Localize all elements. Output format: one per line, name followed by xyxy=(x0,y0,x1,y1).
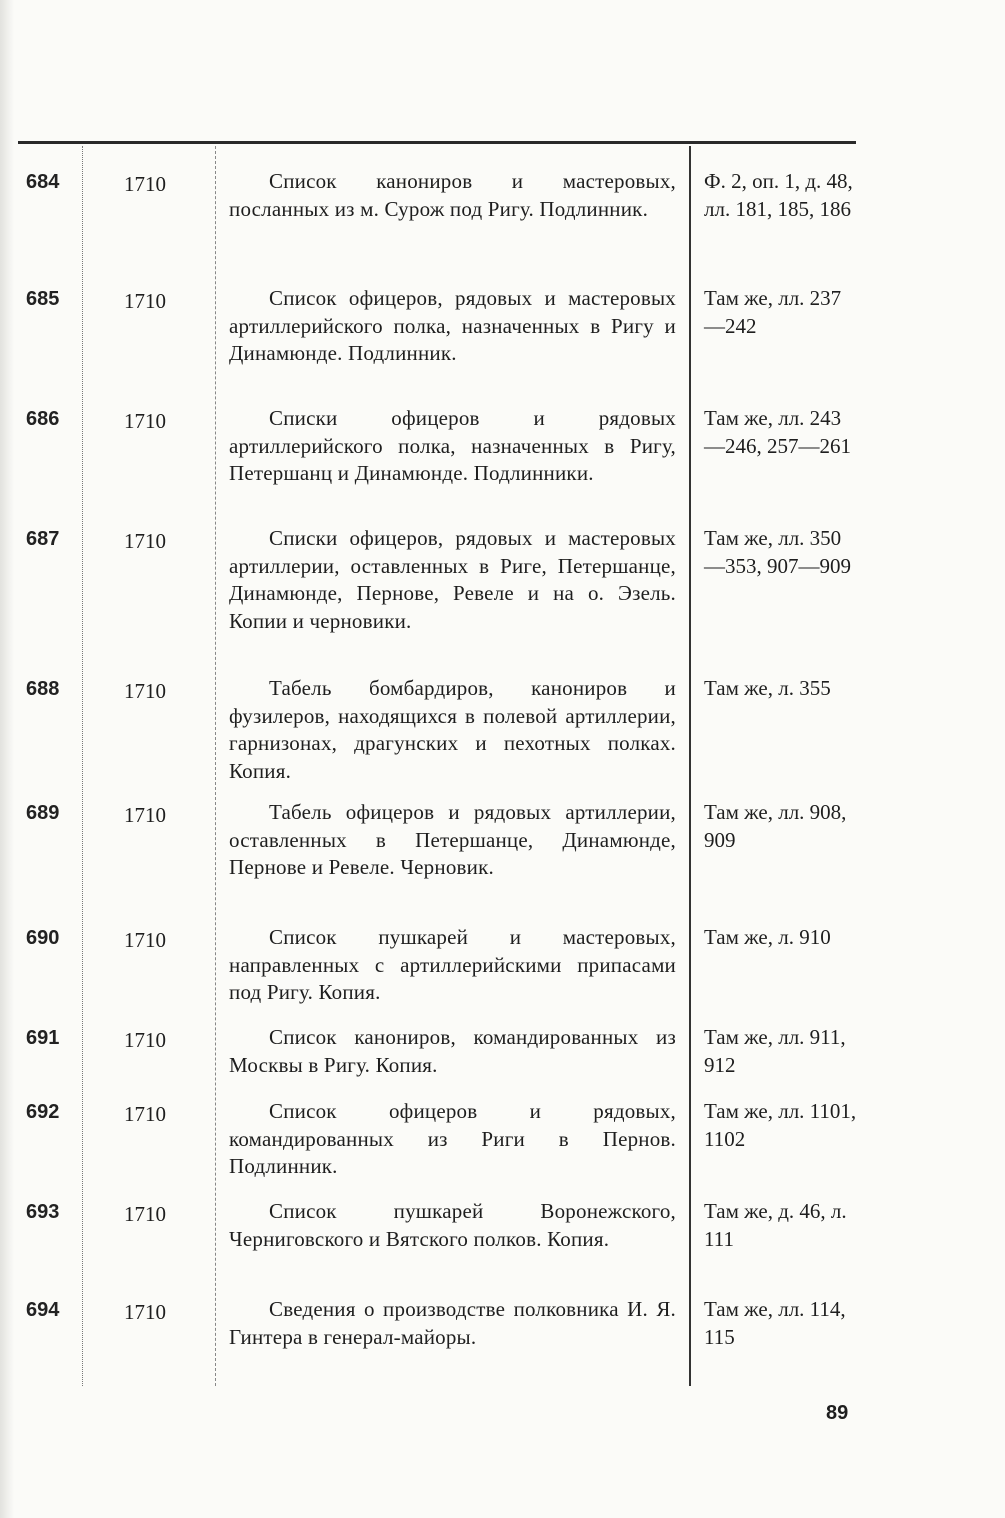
entry-year: 1710 xyxy=(124,1028,166,1052)
table-row xyxy=(0,1198,1005,1296)
entry-reference: Там же, лл. 911, 912 xyxy=(704,1025,846,1077)
entry-year: 1710 xyxy=(124,529,166,553)
entry-reference: Там же, л. 910 xyxy=(704,925,831,949)
table-row xyxy=(0,1098,1005,1198)
entry-number: 690 xyxy=(26,927,60,949)
table-row xyxy=(0,924,1005,1024)
table-top-rule xyxy=(18,141,856,144)
entry-number: 691 xyxy=(26,1027,60,1049)
table-row xyxy=(0,405,1005,525)
page-number: 89 xyxy=(826,1402,849,1424)
archive-table xyxy=(0,168,1005,1396)
table-row xyxy=(0,1296,1005,1396)
entry-year: 1710 xyxy=(124,289,166,313)
entry-description: Сведения о производстве полковника И. Я. Гинтера в генерал-майоры. xyxy=(229,1297,676,1349)
entry-year: 1710 xyxy=(124,172,166,196)
entry-description: Списки офицеров, рядовых и мастеровых артиллерии, оставленных в Риге, Петершанце, Динамюнде, Пернове, Ревеле и на о. Эзель. Копии и черновики. xyxy=(229,526,676,633)
entry-year: 1710 xyxy=(124,409,166,433)
table-row xyxy=(0,168,1005,285)
entry-year: 1710 xyxy=(124,928,166,952)
entry-number: 688 xyxy=(26,678,60,700)
entry-description: Табель офицеров и рядовых артиллерии, оставленных в Петершанце, Динамюнде, Пернове и Ревеле. Черновик. xyxy=(229,800,676,879)
entry-reference: Там же, лл. 114, 115 xyxy=(704,1297,846,1349)
entry-number: 687 xyxy=(26,528,60,550)
entry-reference: Там же, л. 355 xyxy=(704,676,831,700)
table-row xyxy=(0,799,1005,924)
table-row xyxy=(0,1024,1005,1098)
entry-number: 693 xyxy=(26,1201,60,1223)
table-row xyxy=(0,675,1005,799)
entry-number: 686 xyxy=(26,408,60,430)
entry-reference: Там же, лл. 237—242 xyxy=(704,286,842,338)
entry-reference: Там же, д. 46, л. 111 xyxy=(704,1199,847,1251)
entry-reference: Там же, лл. 350—353, 907—909 xyxy=(704,526,851,578)
entry-year: 1710 xyxy=(124,1300,166,1324)
entry-reference: Там же, лл. 243—246, 257—261 xyxy=(704,406,851,458)
entry-description: Список канониров, командированных из Москвы в Ригу. Копия. xyxy=(229,1025,676,1077)
entry-year: 1710 xyxy=(124,803,166,827)
entry-reference: Ф. 2, оп. 1, д. 48, лл. 181, 185, 186 xyxy=(704,169,853,221)
entry-description: Список пушкарей Воронежского, Черниговского и Вятского полков. Копия. xyxy=(229,1199,676,1251)
entry-number: 685 xyxy=(26,288,60,310)
entry-number: 692 xyxy=(26,1101,60,1123)
entry-year: 1710 xyxy=(124,679,166,703)
entry-description: Список канониров и мастеровых, посланных из м. Сурож под Ригу. Подлинник. xyxy=(229,169,676,221)
entry-reference: Там же, лл. 908, 909 xyxy=(704,800,847,852)
entry-year: 1710 xyxy=(124,1202,166,1226)
entry-year: 1710 xyxy=(124,1102,166,1126)
entry-number: 684 xyxy=(26,171,60,193)
table-row xyxy=(0,525,1005,675)
entry-description: Табель бомбардиров, канониров и фузилеров, находящихся в полевой артиллерии, гарнизонах, драгунских и пехотных полках. Копия. xyxy=(229,676,676,783)
entry-number: 694 xyxy=(26,1299,60,1321)
entry-reference: Там же, лл. 1101, 1102 xyxy=(704,1099,857,1151)
entry-number: 689 xyxy=(26,802,60,824)
entry-description: Список офицеров и рядовых, командированных из Риги в Пернов. Подлинник. xyxy=(229,1099,676,1178)
entry-description: Список пушкарей и мастеровых, направленных с артиллерийскими припасами под Ригу. Копия. xyxy=(229,925,676,1004)
entry-description: Список офицеров, рядовых и мастеровых артиллерийского полка, назначенных в Ригу и Динамюнде. Подлинник. xyxy=(229,286,676,365)
table-row xyxy=(0,285,1005,405)
entry-description: Списки офицеров и рядовых артиллерийского полка, назначенных в Ригу, Петершанц и Динамюнде. Подлинники. xyxy=(229,406,676,485)
